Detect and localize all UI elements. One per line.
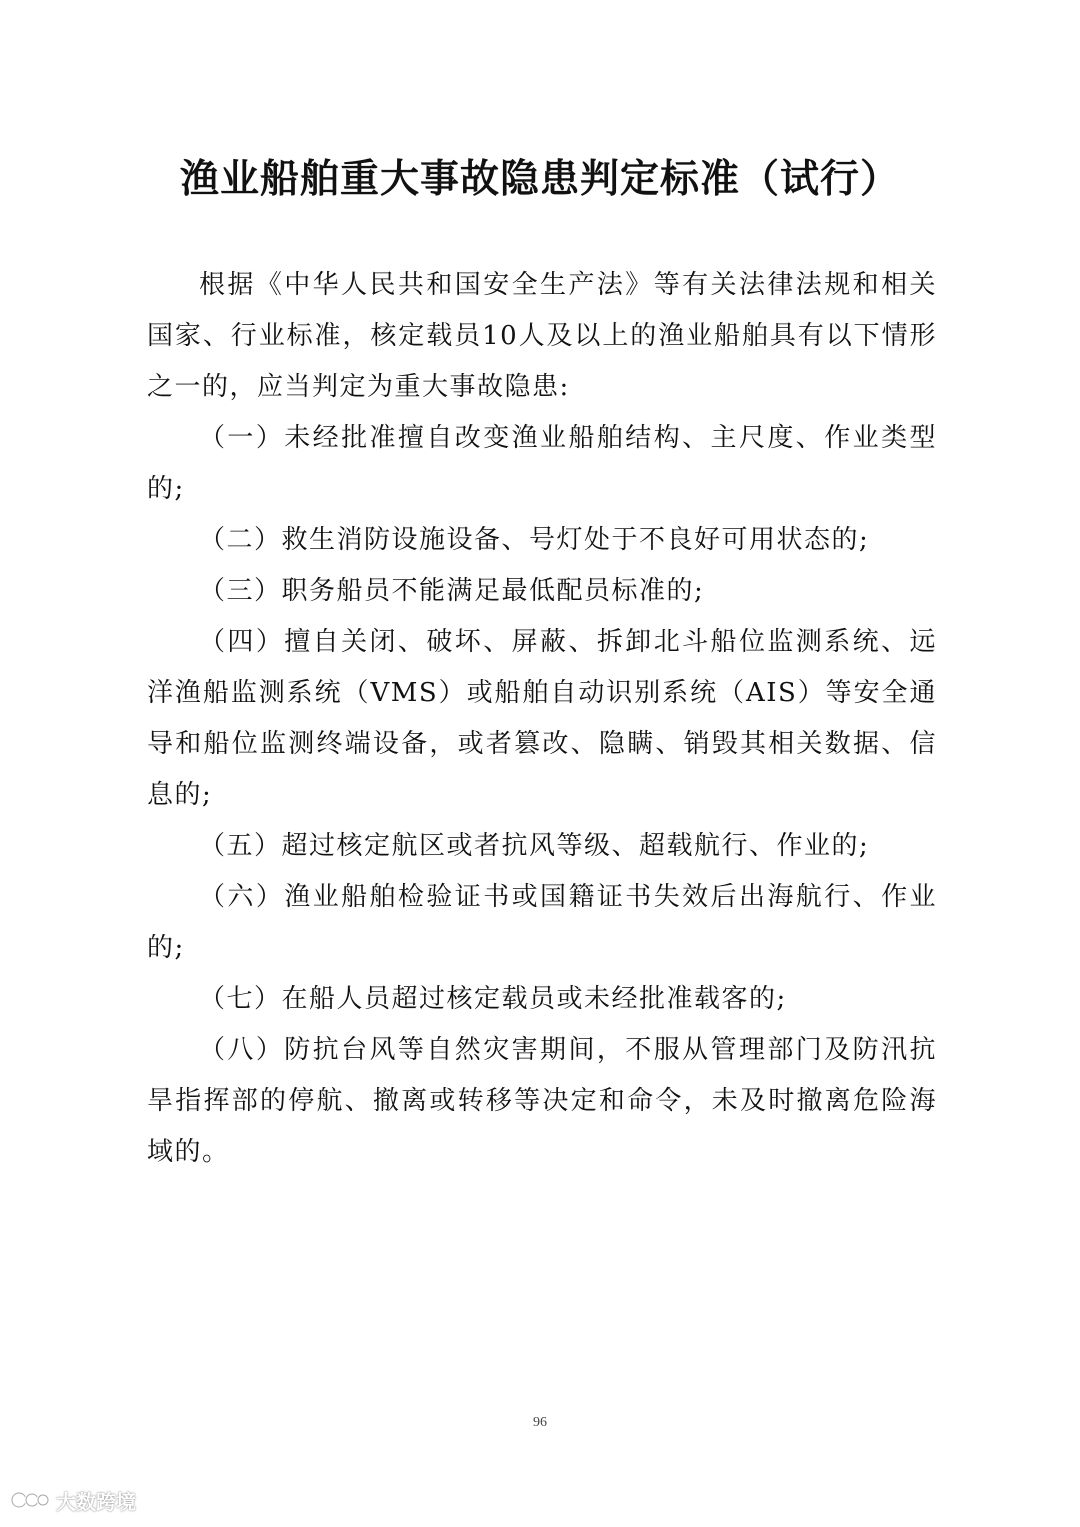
document-title: 渔业船舶重大事故隐患判定标准（试行）	[179, 157, 900, 202]
item-3: （三）职务船员不能满足最低配员标准的;	[199, 576, 705, 606]
item-4: （四）擅自关闭、破坏、屏蔽、拆卸北斗船位监测系统、远洋渔船监测系统（VMS）或船舶自动识别系统（AIS）等安全通导和船位监测终端设备，或者篡改、隐瞒、销毁其相关数据、信息的;	[147, 627, 937, 810]
watermark-text: 大数跨境	[56, 1489, 136, 1514]
watermark	[10, 1482, 136, 1518]
page-number: 96	[533, 1415, 547, 1430]
document-body	[147, 260, 937, 1178]
item-6: （六）渔业船舶检验证书或国籍证书失效后出海航行、作业的;	[147, 882, 937, 963]
intro-paragraph: 根据《中华人民共和国安全生产法》等有关法律法规和相关国家、行业标准，核定载员10人及以上的渔业船舶具有以下情形之一的，应当判定为重大事故隐患:	[147, 270, 937, 402]
watermark-logo-icon	[10, 1487, 50, 1513]
item-8: （八）防抗台风等自然灾害期间，不服从管理部门及防汛抗旱指挥部的停航、撤离或转移等决定和命令，未及时撤离危险海域的。	[147, 1035, 937, 1167]
item-5: （五）超过核定航区或者抗风等级、超载航行、作业的;	[199, 831, 870, 861]
item-1: （一）未经批准擅自改变渔业船舶结构、主尺度、作业类型的;	[147, 423, 937, 504]
item-7: （七）在船人员超过核定载员或未经批准载客的;	[199, 984, 787, 1014]
item-2: （二）救生消防设施设备、号灯处于不良好可用状态的;	[199, 525, 870, 555]
